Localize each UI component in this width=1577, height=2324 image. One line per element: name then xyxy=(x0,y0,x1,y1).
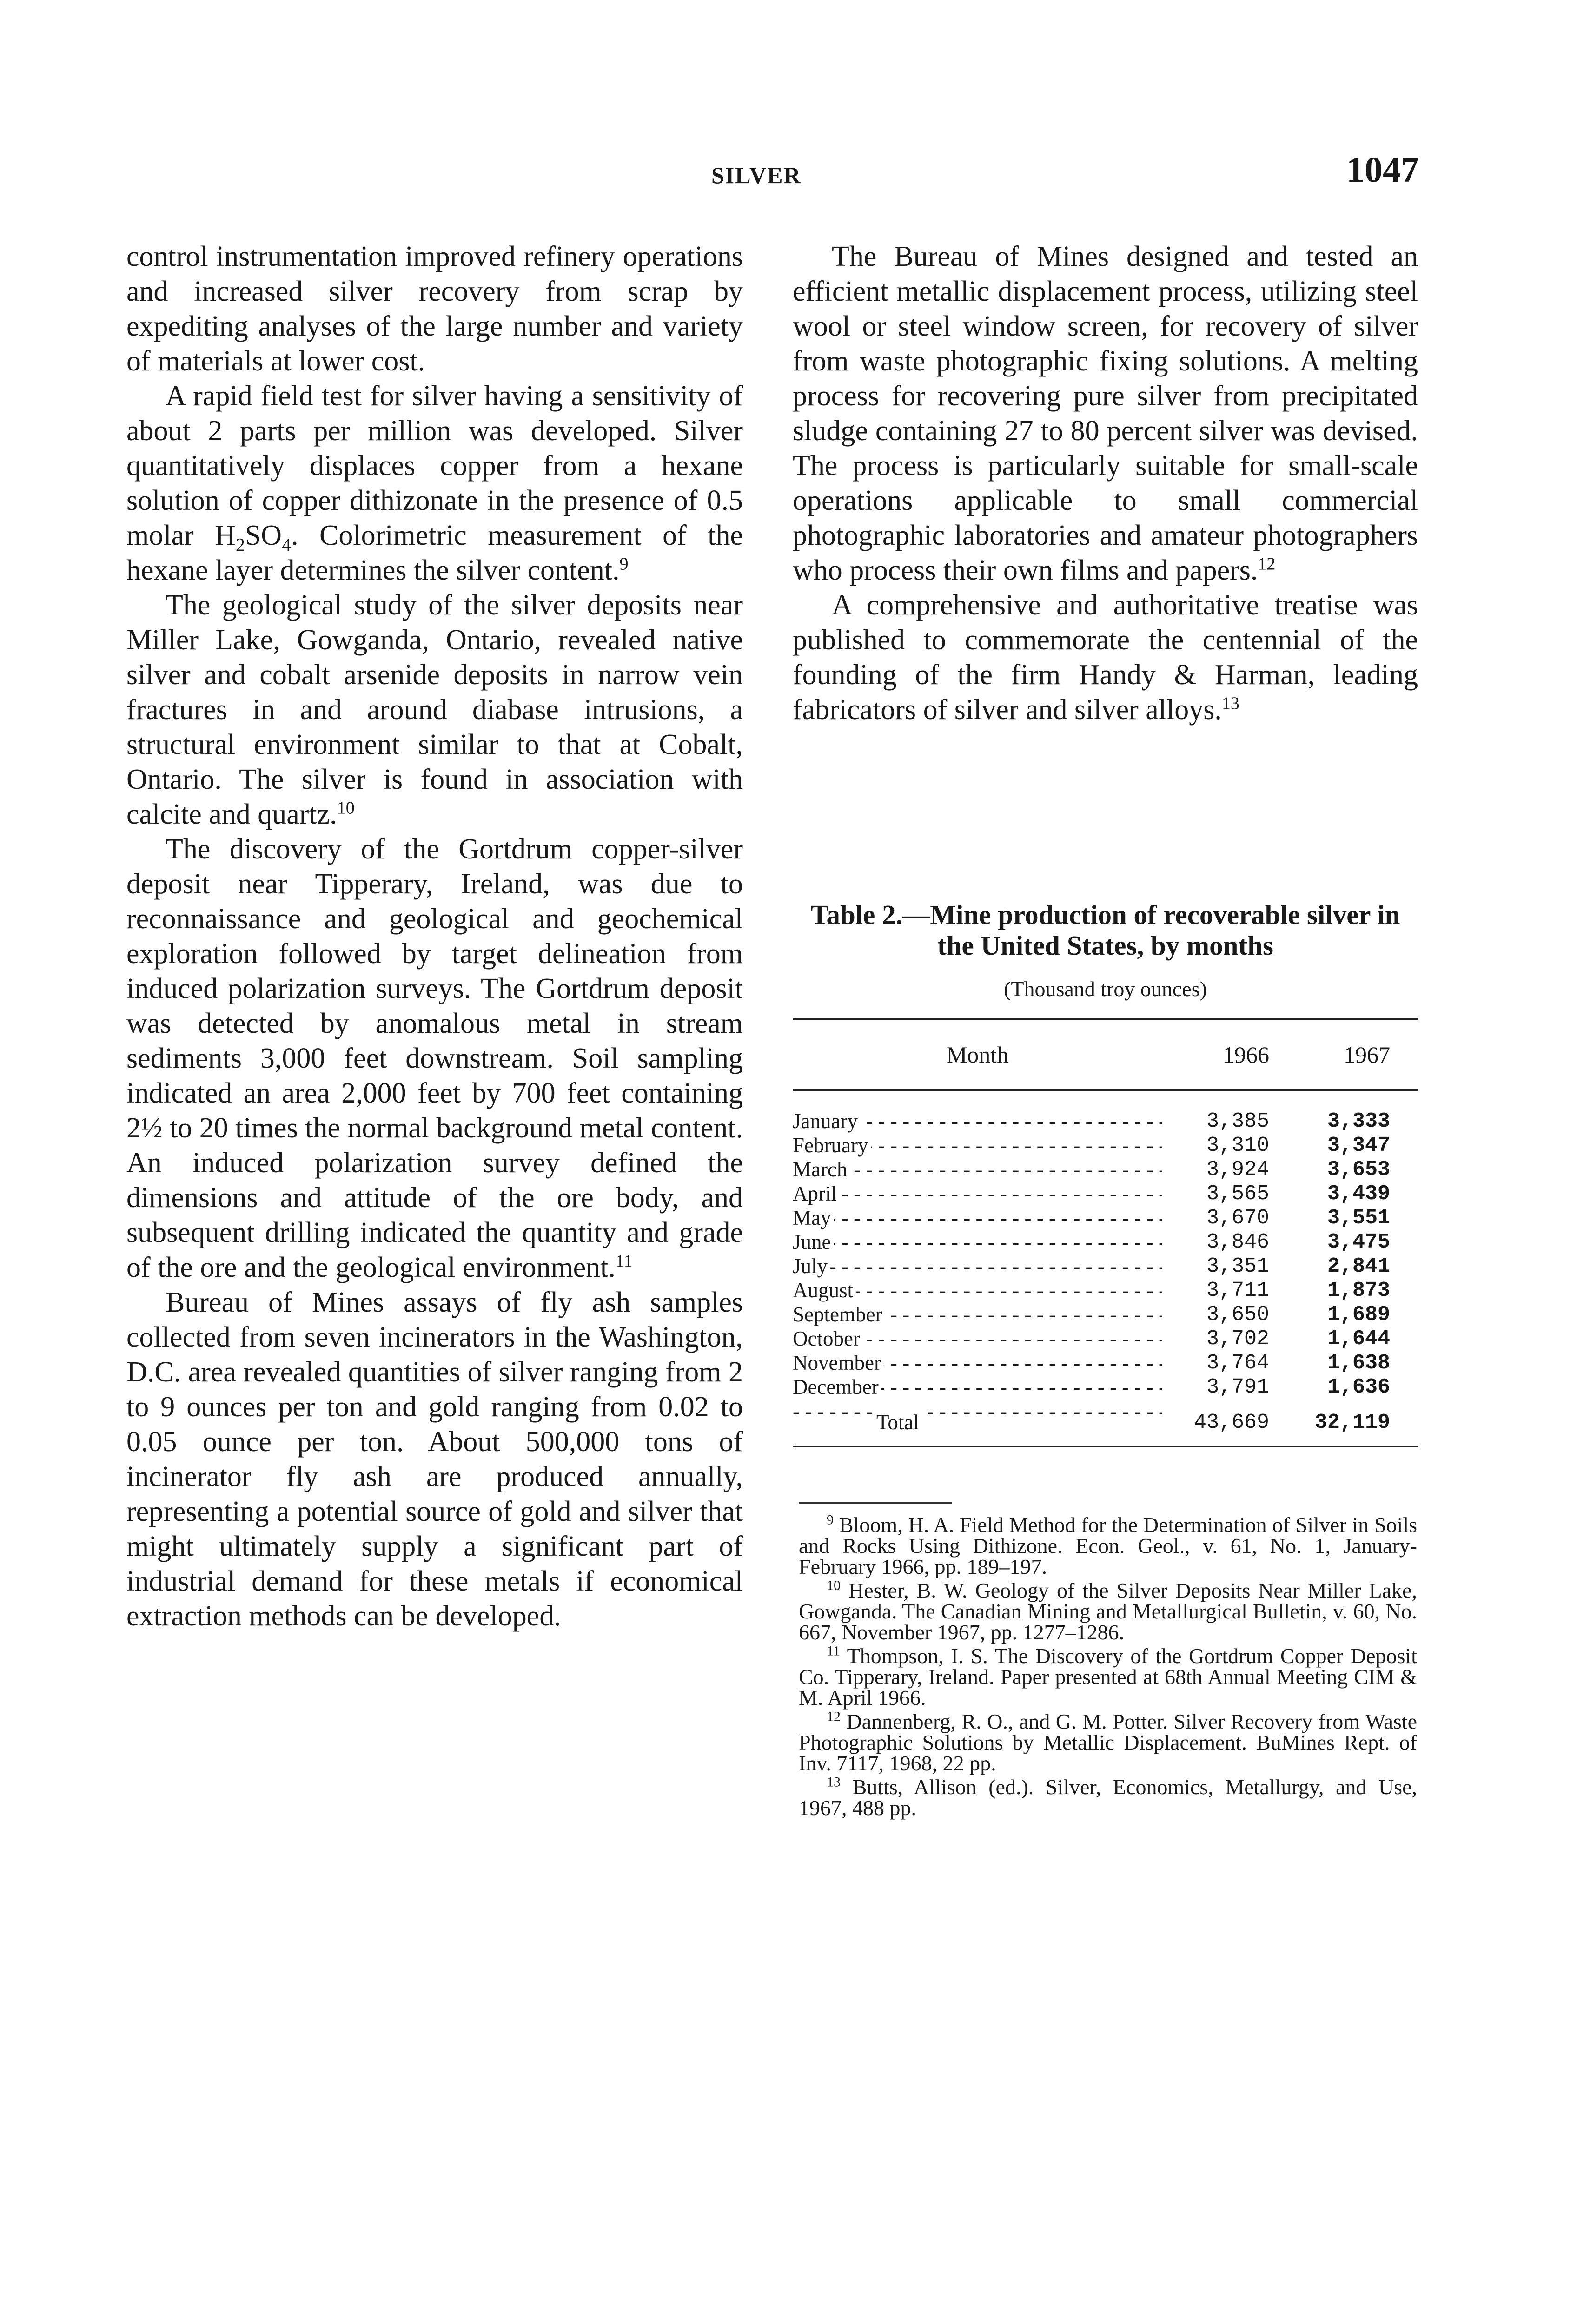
table-units: (Thousand troy ounces) xyxy=(1004,977,1207,1001)
footnote-ref: 10 xyxy=(337,798,355,818)
footnote-text: Butts, Allison (ed.). Silver, Economics, Metallurgy, and Use, 1967, 488 pp. xyxy=(799,1775,1418,1820)
value-1966: 3,924 xyxy=(1206,1157,1269,1182)
paragraph: The discovery of the Gortdrum copper-silver deposit near Tipperary, Ireland, was due to reconnaissance and geological and geochemical exploration followed by target delineation from induced polarization surveys. The Gortdrum deposit was detected by anomalous metal in stream sediments 3,000 feet downstream. Soil sampling indicated an area 2,000 feet by 700 feet containing 2½ to 20 times the normal background metal content. An induced polarization survey defined the dimensions and attitude of the ore body, and subsequent drilling indicated the quantity and grade of the ore and the geological environment.$^{11}$ xyxy=(126,833,743,1283)
table-bottom-rule xyxy=(793,1446,1418,1447)
value-1967: 3,439 xyxy=(1327,1182,1390,1206)
value-1967: 3,653 xyxy=(1327,1157,1390,1182)
paragraph: Bureau of Mines assays of fly ash samples collected from seven incinerators in the Washington, D.C. area revealed quantities of silver ranging from 2 to 9 ounces per ton and gold ranging from 0.02 to 0.05 ounce per ton. About 500,000 tons of incinerator fly ash are produced annually, representing a potential source of gold and silver that might ultimately supply a significant part of industrial demand for these metals if economical extraction methods can be developed. xyxy=(126,1287,743,1632)
value-1967: 1,638 xyxy=(1327,1351,1390,1375)
table-row xyxy=(793,1302,1418,1327)
month-label: September xyxy=(793,1303,885,1326)
table-row xyxy=(793,1157,1418,1182)
page-number: 1047 xyxy=(1346,149,1419,190)
paragraph: A comprehensive and authoritative treatise was published to commemorate the centennial of the founding of the firm Handy & Harman, leading fabricators of silver and silver alloys.$^{13}$ xyxy=(793,589,1418,726)
footnote-text: Thompson, I. S. The Discovery of the Gortdrum Copper Deposit Co. Tipperary, Ireland. Paper presented at 68th Annual Meeting CIM & M. April 1966. xyxy=(799,1644,1417,1710)
footnote-ref: 12 xyxy=(1258,554,1276,574)
month-label: October xyxy=(793,1327,863,1350)
value-1967: 3,475 xyxy=(1327,1230,1390,1254)
month-label: June xyxy=(793,1230,834,1254)
column-header: 1967 xyxy=(1344,1042,1390,1068)
paragraph: The geological study of the silver deposits near Miller Lake, Gowganda, Ontario, revealed native silver and cobalt arsenide deposits in narrow vein fractures in and around diabase intrusions, a structural environment similar to that at Cobalt, Ontario. The silver is found in association with calcite and quartz.$^{10}$ xyxy=(126,589,743,830)
table-row xyxy=(793,1230,1418,1254)
table-header-row xyxy=(793,1020,1418,1090)
value-1967: 3,347 xyxy=(1327,1133,1390,1157)
value-1966: 3,385 xyxy=(1206,1109,1269,1133)
month-label: April xyxy=(793,1182,840,1205)
footnote-number: 13 xyxy=(827,1774,841,1790)
footnote-text: Dannenberg, R. O., and G. M. Potter. Silver Recovery from Waste Photographic Solutions by Metallic Displacement. BuMines Rept. of Inv. 7117, 1968, 22 pp. xyxy=(799,1710,1418,1775)
running-head: SILVER xyxy=(711,162,802,188)
left-column xyxy=(126,239,743,1634)
table-row xyxy=(793,1278,1418,1302)
footnote-number: 11 xyxy=(827,1643,840,1659)
table-row xyxy=(793,1327,1418,1351)
footnote xyxy=(799,1776,1417,1818)
value-1966: 3,846 xyxy=(1206,1230,1269,1254)
table-row xyxy=(793,1351,1418,1375)
production-table xyxy=(793,1020,1418,1446)
table-body xyxy=(793,1090,1418,1399)
table-row xyxy=(793,1375,1418,1399)
value-1966: 3,650 xyxy=(1206,1302,1269,1327)
month-label: November xyxy=(793,1351,884,1374)
column-header: Month xyxy=(946,1042,1009,1068)
month-label: July xyxy=(793,1254,830,1278)
footnote xyxy=(799,1514,1417,1577)
footnote xyxy=(799,1645,1417,1708)
value-1967: 1,873 xyxy=(1327,1278,1390,1302)
month-label: August xyxy=(793,1279,856,1302)
table-total-row xyxy=(793,1399,1418,1446)
value-1967: 2,841 xyxy=(1327,1254,1390,1278)
month-label: February xyxy=(793,1134,871,1157)
footnote-number: 9 xyxy=(827,1512,834,1528)
month-label: January xyxy=(793,1109,861,1133)
value-1966: 3,565 xyxy=(1206,1182,1269,1206)
footnote-text: Bloom, H. A. Field Method for the Determination of Silver in Soils and Rocks Using Dithizone. Econ. Geol., v. 61, No. 1, January-February 1966, pp. 189–197. xyxy=(799,1513,1418,1578)
value-1967: 3,333 xyxy=(1327,1109,1390,1133)
value-1967: 1,644 xyxy=(1327,1327,1390,1351)
table-row xyxy=(793,1206,1418,1230)
month-label: May xyxy=(793,1206,834,1229)
value-1967: 1,689 xyxy=(1327,1302,1390,1327)
month-label: December xyxy=(793,1375,881,1399)
footnote-number: 10 xyxy=(827,1578,841,1593)
value-1966: 3,711 xyxy=(1206,1278,1269,1302)
footnote-rule xyxy=(799,1502,952,1504)
table-row xyxy=(793,1182,1418,1206)
footnotes xyxy=(799,1514,1417,1821)
value-1966: 3,351 xyxy=(1206,1254,1269,1278)
total-label: Total xyxy=(876,1411,922,1434)
value-1966: 3,670 xyxy=(1206,1206,1269,1230)
value-1967: 3,551 xyxy=(1327,1206,1390,1230)
table-row xyxy=(793,1133,1418,1157)
table-row xyxy=(793,1254,1418,1278)
table-title: Table 2.—Mine production of recoverable silver in the United States, by months xyxy=(810,899,1400,961)
footnote-ref: 11 xyxy=(615,1251,633,1271)
total-1966: 43,669 xyxy=(1193,1410,1269,1434)
value-1967: 1,636 xyxy=(1327,1375,1390,1399)
footnote-ref: 9 xyxy=(619,554,629,574)
production-table-block xyxy=(793,899,1418,1447)
paragraph: The Bureau of Mines designed and tested an efficient metallic displacement process, utilizing steel wool or steel window screen, for recovery of silver from waste photographic fixing solutions. A melting process for recovering pure silver from precipitated sludge containing 27 to 80 percent silver was devised. The process is particularly suitable for small-scale operations applicable to small commercial photographic laboratories and amateur photographers who process their own films and papers.$^{12}$ xyxy=(793,241,1418,586)
value-1966: 3,702 xyxy=(1206,1327,1269,1351)
month-label: March xyxy=(793,1158,850,1181)
paragraph: control instrumentation improved refinery operations and increased silver recovery from scrap by expediting analyses of the large number and variety of materials at lower cost. xyxy=(126,241,743,377)
page-header xyxy=(0,149,1577,205)
table-row xyxy=(793,1109,1418,1133)
value-1966: 3,764 xyxy=(1206,1351,1269,1375)
footnote xyxy=(799,1580,1417,1643)
footnote xyxy=(799,1711,1417,1774)
total-1967: 32,119 xyxy=(1314,1410,1390,1434)
column-header: 1966 xyxy=(1223,1042,1269,1068)
paragraph: A rapid field test for silver having a sensitivity of about 2 parts per million was developed. Silver quantitatively displaces copper from a hexane solution of copper dithizonate in the presence of 0.5 molar $H_2SO_4$. Colorimetric measurement of the hexane layer determines the silver content.$^9$ xyxy=(126,380,743,586)
value-1966: 3,310 xyxy=(1206,1133,1269,1157)
footnote-ref: 13 xyxy=(1221,693,1239,713)
right-column xyxy=(793,239,1418,727)
footnote-text: Hester, B. W. Geology of the Silver Deposits Near Miller Lake, Gowganda. The Canadian Mining and Metallurgical Bulletin, v. 60, No. 667, November 1967, pp. 1277–1286. xyxy=(799,1578,1417,1644)
value-1966: 3,791 xyxy=(1206,1375,1269,1399)
footnote-number: 12 xyxy=(827,1709,841,1724)
